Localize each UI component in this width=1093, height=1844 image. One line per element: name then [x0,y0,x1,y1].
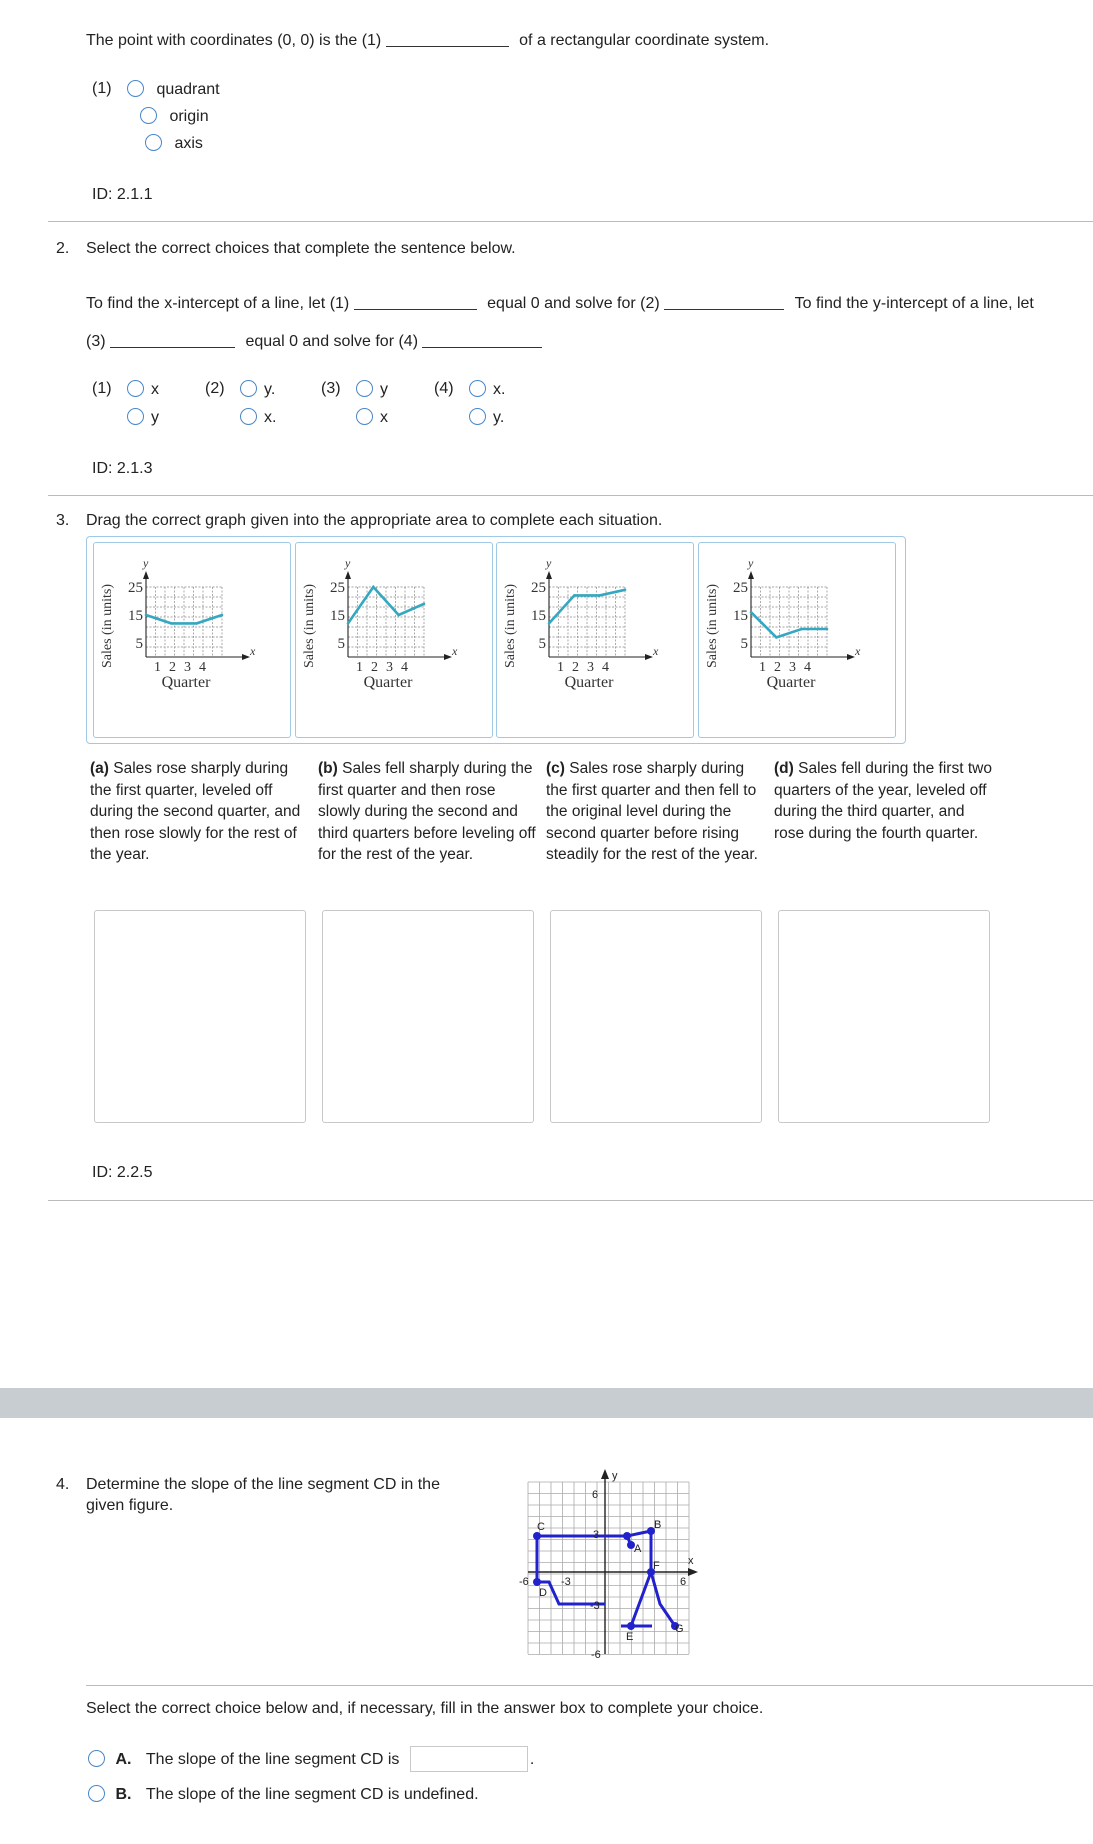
data-point [826,628,829,631]
fig-tick-neg6-x: -6 [519,1576,529,1588]
x-tick-label: 4 [199,660,206,675]
q3-id: ID: 2.2.5 [92,1164,153,1181]
q4-prompt-line2: given figure. [86,1497,174,1514]
y-axis-letter: y [546,556,552,570]
data-point [221,614,224,617]
divider [86,1685,1093,1686]
point-c [533,1532,541,1540]
radio-button[interactable] [356,380,373,397]
x-tick-label: 4 [602,660,609,675]
x-axis-arrow-icon [645,654,653,660]
data-point [624,589,627,592]
q2-group-4-label: (4) [434,380,454,397]
q1-sentence [86,32,769,50]
x-tick-label: 3 [789,660,796,675]
graph-2-plot [296,543,492,737]
x-tick-label: 3 [587,660,594,675]
divider [48,1200,1093,1201]
section-separator-band [0,1388,1093,1418]
fig-tick-neg3-x: -3 [561,1576,571,1588]
radio-button[interactable] [145,134,162,151]
situation-a: (a) Sales rose sharply during the first quarter, leveled off during the second quarter, and then rose slowly for the rest of the year. [90,760,301,863]
data-point [372,586,375,589]
draggable-graph-4[interactable] [698,542,896,738]
draggable-graph-2[interactable] [295,542,493,738]
fig-tick-6: 6 [592,1489,599,1501]
slope-answer-input[interactable] [410,1746,528,1772]
fig-label-y: y [612,1470,618,1482]
q1-id: ID: 2.1.1 [92,186,153,203]
fig-label-a: A [634,1543,642,1555]
draggable-graph-1[interactable] [93,542,291,738]
point-e [627,1622,635,1630]
x-tick-label: 3 [386,660,393,675]
data-point [800,628,803,631]
drop-zone-d[interactable] [778,910,990,1123]
x-axis-label: Quarter [161,674,211,691]
data-point [145,614,148,617]
data-point [548,622,551,625]
q4-prompt-line1: Determine the slope of the line segment CD in the [86,1476,440,1493]
q2-group-4-option-x[interactable]: x. [469,380,505,399]
fig-label-e: E [626,1631,634,1643]
fig-label-d: D [539,1587,547,1599]
q2-id: ID: 2.1.3 [92,460,153,477]
graph-palette [86,536,906,744]
q2-group-3-option-x[interactable]: x [356,408,388,427]
radio-button[interactable] [240,408,257,425]
fig-label-c: C [537,1521,545,1533]
divider [48,495,1093,496]
x-tick-label: 2 [371,660,378,675]
point-b-left [623,1532,631,1540]
x-tick-label: 1 [557,660,564,675]
q1-prefix: The point with coordinates (0, 0) is the (1) [86,32,382,49]
y-tick-label: 25 [733,580,748,596]
q4-choice-b[interactable]: B. The slope of the line segment CD is undefined. [88,1785,479,1804]
y-axis-label: Sales (in units) [503,584,518,668]
q1-option-axis[interactable]: axis [145,134,203,153]
y-axis-arrow-icon [546,571,552,579]
y-axis-letter: y [143,556,149,570]
q2-number: 2. [56,240,70,257]
situation-d: (d) Sales fell during the first two quarters of the year, leveled off during the third quarter, and rose during the fourth quarter. [774,760,992,842]
y-axis-letter: y [748,556,754,570]
x-tick-label: 2 [774,660,781,675]
fig-label-g: G [675,1623,684,1635]
radio-button[interactable] [127,380,144,397]
fig-tick-6-x: 6 [680,1576,687,1588]
q4-instruction: Select the correct choice below and, if necessary, fill in the answer box to complete your choice. [86,1700,764,1717]
x-axis-label: Quarter [363,674,413,691]
q4-number: 4. [56,1476,70,1493]
q2-blank-4[interactable] [422,347,542,348]
x-tick-label: 2 [572,660,579,675]
q2-group-3-label: (3) [321,380,341,397]
y-tick-label: 15 [531,608,546,624]
graph-1-plot [94,543,290,737]
data-point [195,622,198,625]
figure-segment-cd [537,1536,605,1604]
q2-group-2-option-y[interactable]: y. [240,380,275,399]
y-tick-label: 15 [128,608,143,624]
q1-suffix: of a rectangular coordinate system. [519,32,770,49]
q2-line1: To find the x-intercept of a line, let (1) equal 0 and solve for (2) To find the y-intercept of a line, let [86,295,1034,312]
y-tick-label: 25 [531,580,546,596]
y-tick-label: 5 [135,636,143,652]
q2-blank-3[interactable] [110,347,235,348]
fig-label-x: x [688,1555,694,1567]
q2-group-1-option-y[interactable]: y [127,408,159,427]
y-tick-label: 5 [538,636,546,652]
q1-label: (1) [92,80,112,97]
q4-figure [508,1468,698,1666]
data-point [775,636,778,639]
q2-group-3-option-y[interactable]: y [356,380,388,399]
q3-number: 3. [56,512,70,529]
fig-tick-neg6-y: -6 [591,1649,601,1661]
y-axis-label: Sales (in units) [705,584,720,668]
x-axis-label: Quarter [766,674,816,691]
data-point [347,622,350,625]
q1-option-origin[interactable]: origin [140,107,209,126]
x-axis-arrow-icon [242,654,250,660]
data-point [423,603,426,606]
x-axis-arrow-icon [847,654,855,660]
data-point [573,594,576,597]
radio-button[interactable] [140,107,157,124]
y-axis-arrow-icon [345,571,351,579]
q2-group-4-option-y[interactable]: y. [469,408,504,427]
fig-tick-3-y: 3 [593,1529,600,1541]
drop-zone-a[interactable] [94,910,306,1123]
fig-tick-neg3-y: -3 [590,1600,600,1612]
graph-4-plot [699,543,895,737]
drop-zone-c[interactable] [550,910,762,1123]
q2-blank-1[interactable] [354,309,477,310]
y-axis-label: Sales (in units) [100,584,115,668]
x-axis-letter: x [653,644,659,658]
y-axis-arrow-icon [748,571,754,579]
x-axis-letter: x [855,644,861,658]
radio-button[interactable] [127,408,144,425]
q2-blank-2[interactable] [664,309,784,310]
fig-label-f: F [653,1560,660,1572]
x-axis-letter: x [250,644,256,658]
y-tick-label: 25 [330,580,345,596]
x-axis-arrow-icon [688,1568,698,1576]
x-tick-label: 1 [759,660,766,675]
y-tick-label: 5 [740,636,748,652]
y-axis-arrow-icon [143,571,149,579]
y-tick-label: 15 [733,608,748,624]
data-point [750,611,753,614]
fig-label-b: B [654,1519,662,1531]
radio-button[interactable] [469,408,486,425]
x-tick-label: 1 [154,660,161,675]
x-tick-label: 3 [184,660,191,675]
divider [48,221,1093,222]
radio-button[interactable] [356,408,373,425]
x-axis-label: Quarter [564,674,614,691]
q2-group-2-label: (2) [205,380,225,397]
draggable-graph-3[interactable] [496,542,694,738]
x-axis-letter: x [452,644,458,658]
radio-button[interactable] [88,1785,105,1802]
q1-blank-1[interactable] [386,46,509,47]
radio-button[interactable] [88,1750,105,1767]
q2-group-2-option-x[interactable]: x. [240,408,276,427]
radio-button[interactable] [127,80,144,97]
figure-grid [528,1482,689,1655]
series-line [549,590,625,624]
drop-zone-b[interactable] [322,910,534,1123]
data-point [397,614,400,617]
y-tick-label: 15 [330,608,345,624]
q2-group-1-option-x[interactable]: x [127,380,159,399]
x-tick-label: 2 [169,660,176,675]
data-point [598,594,601,597]
x-axis-arrow-icon [444,654,452,660]
x-tick-label: 4 [401,660,408,675]
q1-option-quadrant[interactable]: quadrant [127,80,220,99]
q2-line2: (3) equal 0 and solve for (4) [86,333,542,351]
x-tick-label: 4 [804,660,811,675]
situation-b: (b) Sales fell sharply during the first quarter and then rose slowly during the second and third quarters before leveling off for the rest of the year. [318,760,536,863]
y-axis-label: Sales (in units) [302,584,317,668]
q3-prompt: Drag the correct graph given into the appropriate area to complete each situation. [86,512,663,529]
radio-button[interactable] [240,380,257,397]
y-axis-letter: y [345,556,351,570]
y-tick-label: 25 [128,580,143,596]
data-point [170,622,173,625]
graph-3-plot [497,543,693,737]
situation-c: (c) Sales rose sharply during the first quarter and then fell to the original level during the second quarter before rising steadily for the rest of the year. [546,760,758,863]
q2-group-1-label: (1) [92,380,112,397]
x-tick-label: 1 [356,660,363,675]
q2-prompt: Select the correct choices that complete the sentence below. [86,240,516,257]
y-axis-arrow-icon [601,1469,609,1479]
point-d [533,1578,541,1586]
radio-button[interactable] [469,380,486,397]
q4-choice-a[interactable]: A. The slope of the line segment CD is . [88,1746,534,1772]
y-tick-label: 5 [337,636,345,652]
